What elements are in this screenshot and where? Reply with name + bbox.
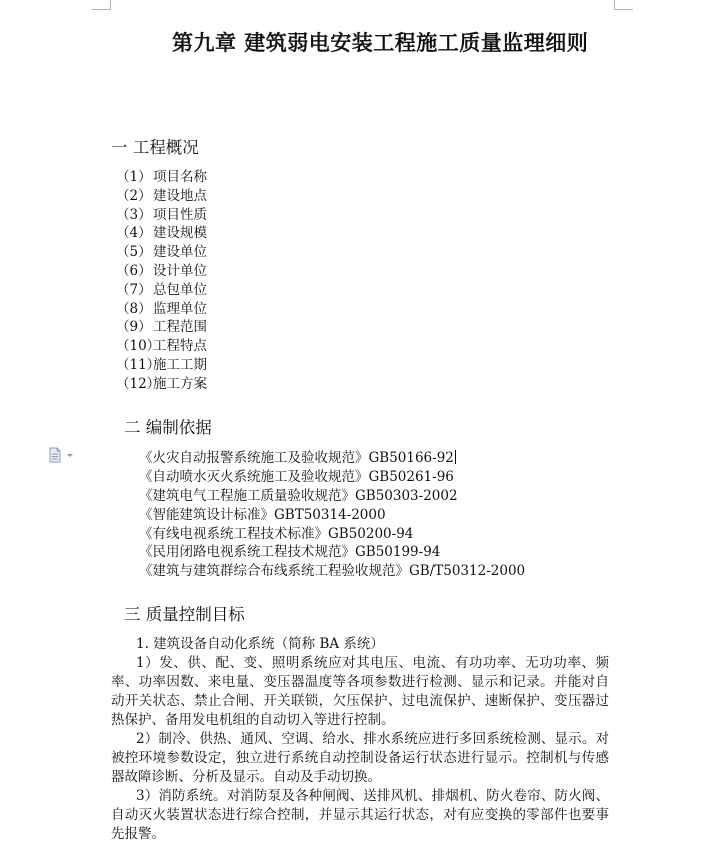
list-item: 《民用闭路电视系统工程技术规范》GB50199-94: [139, 544, 441, 561]
quality-body: [111, 635, 609, 844]
list-item: （4）建设规模: [116, 225, 207, 242]
section-heading-basis: 二 编制依据: [124, 418, 212, 437]
sub-heading: 1. 建筑设备自动化系统（简称 BA 系统）: [136, 636, 384, 652]
paragraph: 3）消防系统。对消防泵及各种闸阀、送排风机、排烟机、防火卷帘、防火阀、自动灭火装置状态进行综合控制，并显示其运行状态，对有应变换的零部件也要事先报警。: [111, 788, 609, 842]
list-item: （10）工程特点: [116, 338, 207, 355]
list-item: （12）施工方案: [116, 375, 207, 392]
list-item: 《建筑与建筑群综合布线系统工程验收规范》GB/T50312-2000: [139, 563, 526, 580]
list-item: （5）建设单位: [116, 244, 207, 261]
page-corner-mark: [614, 0, 633, 10]
section-heading-quality: 三 质量控制目标: [124, 605, 245, 624]
chapter-title: 第九章 建筑弱电安装工程施工质量监理细则: [172, 31, 589, 55]
paste-options-icon[interactable]: [48, 447, 78, 463]
text-cursor: [455, 450, 456, 464]
list-item: （6）设计单位: [116, 262, 207, 279]
list-item: （2）建设地点: [116, 187, 207, 204]
list-item: 《有线电视系统工程技术标准》GB50200-94: [139, 525, 414, 542]
list-item: （3）项目性质: [116, 206, 207, 223]
standards-list: [139, 449, 525, 581]
list-item: 《火灾自动报警系统施工及验收规范》GB50166-92: [139, 450, 454, 466]
list-item: （11）施工工期: [116, 356, 207, 373]
list-item: （7）总包单位: [116, 281, 207, 298]
page-corner-mark: [92, 0, 111, 10]
list-item: 《建筑电气工程施工质量验收规范》GB50303-2002: [139, 487, 458, 504]
overview-list: [116, 168, 207, 394]
list-item: 《自动喷水灭火系统施工及验收规范》GB50261-96: [139, 468, 454, 485]
list-item: （8）监理单位: [116, 300, 207, 317]
list-item: 《智能建筑设计标准》GBT50314-2000: [139, 506, 386, 523]
list-item: （1）项目名称: [116, 169, 207, 185]
section-heading-overview: 一 工程概况: [111, 138, 199, 157]
list-item: （9）工程范围: [116, 319, 207, 336]
paragraph: 1）发、供、配、变、照明系统应对其电压、电流、有功功率、无功功率、频率、功率因数、来电量、变压器温度等各项参数进行检测、显示和记录。并能对自动开关状态、禁止合闸、开关联锁，欠压保护、过电流保护、速断保护、变压器过热保护、备用发电机组的自动切入等进行控制。: [111, 655, 609, 728]
paragraph: 2）制冷、供热、通风、空调、给水、排水系统应进行多回系统检测、显示。对被控环境参数设定，独立进行系统自动控制设备运行状态进行显示。控制机与传感器故障诊断、分析及显示。自动及手动切换。: [111, 731, 609, 785]
